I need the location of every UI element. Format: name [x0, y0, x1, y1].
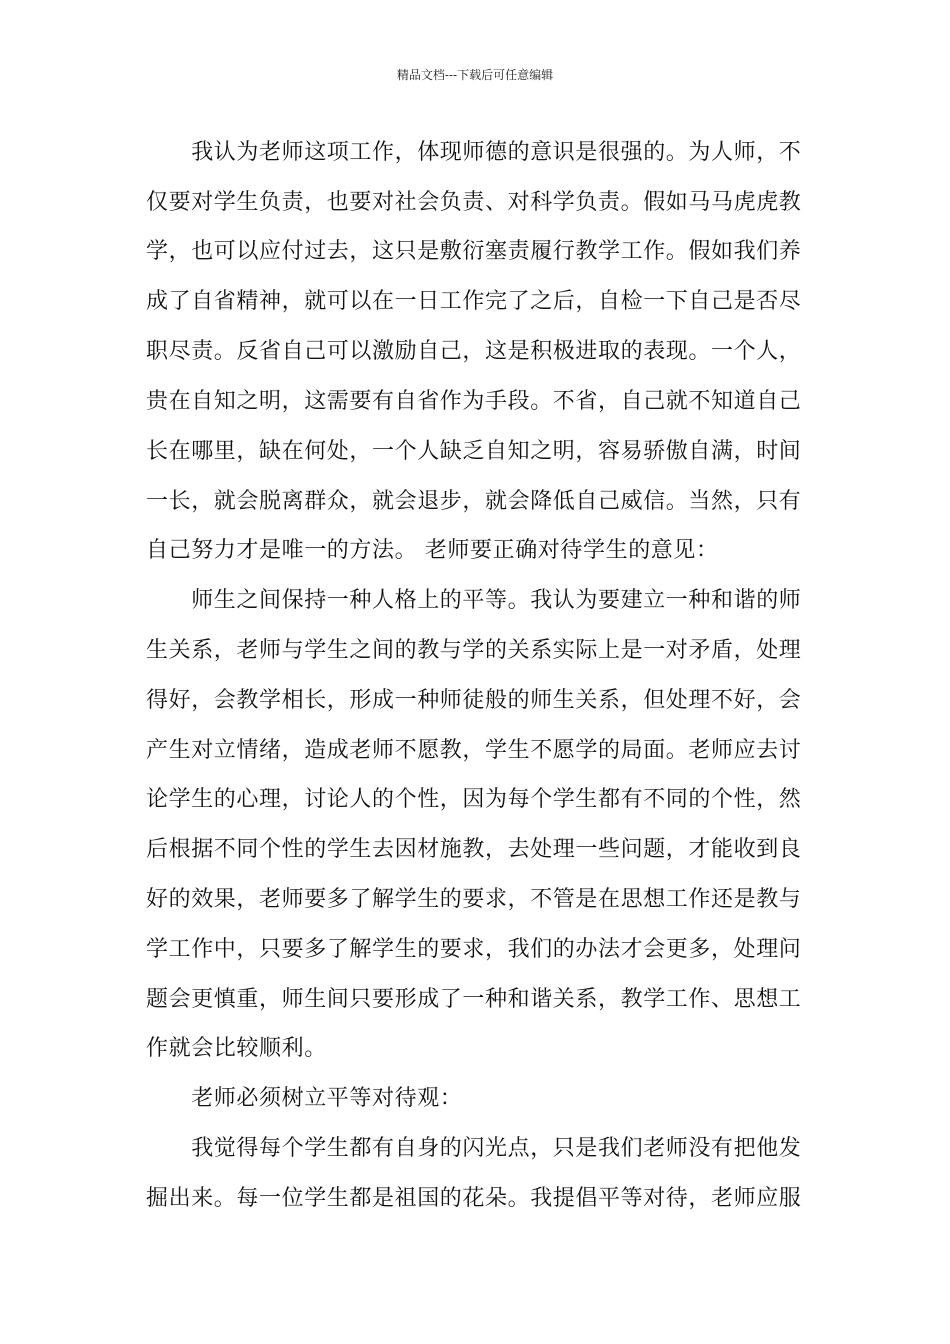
body-line: 师生之间保持一种人格上的平等。我认为要建立一种和谐的师: [146, 588, 802, 613]
body-line: 我觉得每个学生都有自身的闪光点，只是我们老师没有把他发: [146, 1136, 802, 1161]
body-line: 老师必须树立平等对待观：: [146, 1086, 463, 1111]
body-line: 我认为老师这项工作，体现师德的意识是很强的。为人师，不: [146, 140, 802, 165]
body-line: 自己努力才是唯一的方法。 老师要正确对待学生的意见：: [146, 538, 719, 563]
body-line: 好的效果，老师要多了解学生的要求，不管是在思想工作还是教与: [146, 887, 802, 912]
body-line: 长在哪里，缺在何处，一个人缺乏自知之明，容易骄傲自满，时间: [146, 439, 802, 464]
body-line: 作就会比较顺利。: [146, 1036, 327, 1061]
body-line: 学，也可以应付过去，这只是敷衍塞责履行教学工作。假如我们养: [146, 239, 802, 264]
body-line: 学工作中，只要多了解学生的要求，我们的办法才会更多，处理问: [146, 937, 802, 962]
body-line: 后根据不同个性的学生去因材施教，去处理一些问题，才能收到良: [146, 837, 802, 862]
body-line: 得好，会教学相长，形成一种师徒般的师生关系，但处理不好，会: [146, 688, 802, 713]
body-line: 生关系，老师与学生之间的教与学的关系实际上是一对矛盾，处理: [146, 638, 802, 663]
body-line: 题会更慎重，师生间只要形成了一种和谐关系，教学工作、思想工: [146, 987, 802, 1012]
body-line: 产生对立情绪，造成老师不愿教，学生不愿学的局面。老师应去讨: [146, 738, 802, 763]
body-line: 成了自省精神，就可以在一日工作完了之后，自检一下自己是否尽: [146, 289, 802, 314]
body-line: 一长，就会脱离群众，就会退步，就会降低自己威信。当然，只有: [146, 489, 802, 514]
body-line: 贵在自知之明，这需要有自省作为手段。不省，自己就不知道自己: [146, 389, 802, 414]
body-line: 掘出来。每一位学生都是祖国的花朵。我提倡平等对待，老师应服: [146, 1186, 802, 1211]
body-line: 仅要对学生负责，也要对社会负责、对科学负责。假如马马虎虎教: [146, 190, 802, 215]
body-line: 职尽责。反省自己可以激励自己，这是积极进取的表现。一个人，: [146, 339, 802, 364]
page-header: 精品文档---下载后可任意编辑: [396, 68, 554, 82]
body-line: 论学生的心理，讨论人的个性，因为每个学生都有不同的个性，然: [146, 787, 802, 812]
